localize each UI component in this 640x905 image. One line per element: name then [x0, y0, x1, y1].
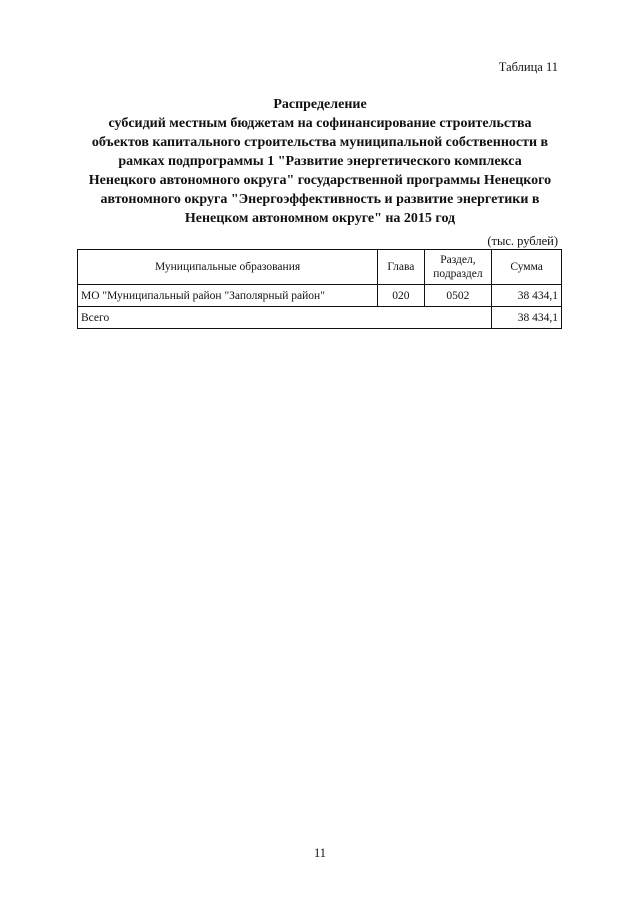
title-line: рамках подпрограммы 1 "Развитие энергетического комплекса: [118, 154, 522, 169]
cell-chapter: 020: [378, 285, 424, 307]
header-section-line1: Раздел,: [440, 254, 476, 266]
header-section-line2: подраздел: [433, 268, 483, 280]
total-row: [78, 307, 562, 329]
total-amount: 38 434,1: [492, 307, 562, 329]
cell-amount: 38 434,1: [492, 285, 562, 307]
header-amount: Сумма: [492, 250, 562, 285]
page-number: 11: [313, 846, 327, 860]
title-line: Распределение: [273, 97, 367, 112]
header-chapter: Глава: [378, 250, 424, 285]
title-line: Ненецком автономном округе" на 2015 год: [184, 211, 456, 226]
title-line: автономного округа "Энергоэффективность и развитие энергетики в: [100, 192, 540, 207]
table-number: Таблица 11: [498, 60, 558, 74]
subsidy-table: [77, 249, 562, 329]
title-line: субсидий местным бюджетам на софинансирование строительства: [108, 116, 532, 131]
cell-section: 0502: [424, 285, 492, 307]
units-label: (тыс. рублей): [487, 234, 558, 248]
table-row: [78, 285, 562, 307]
title-line: объектов капитального строительства муниципальной собственности в: [91, 135, 549, 150]
table-header-row: [78, 250, 562, 285]
cell-municipality: МО "Муниципальный район "Заполярный район": [78, 285, 378, 307]
header-section: [424, 250, 492, 285]
document-title: [60, 95, 580, 228]
total-label: Всего: [78, 307, 492, 329]
header-municipality: Муниципальные образования: [78, 250, 378, 285]
title-line: Ненецкого автономного округа" государственной программы Ненецкого: [88, 173, 552, 188]
